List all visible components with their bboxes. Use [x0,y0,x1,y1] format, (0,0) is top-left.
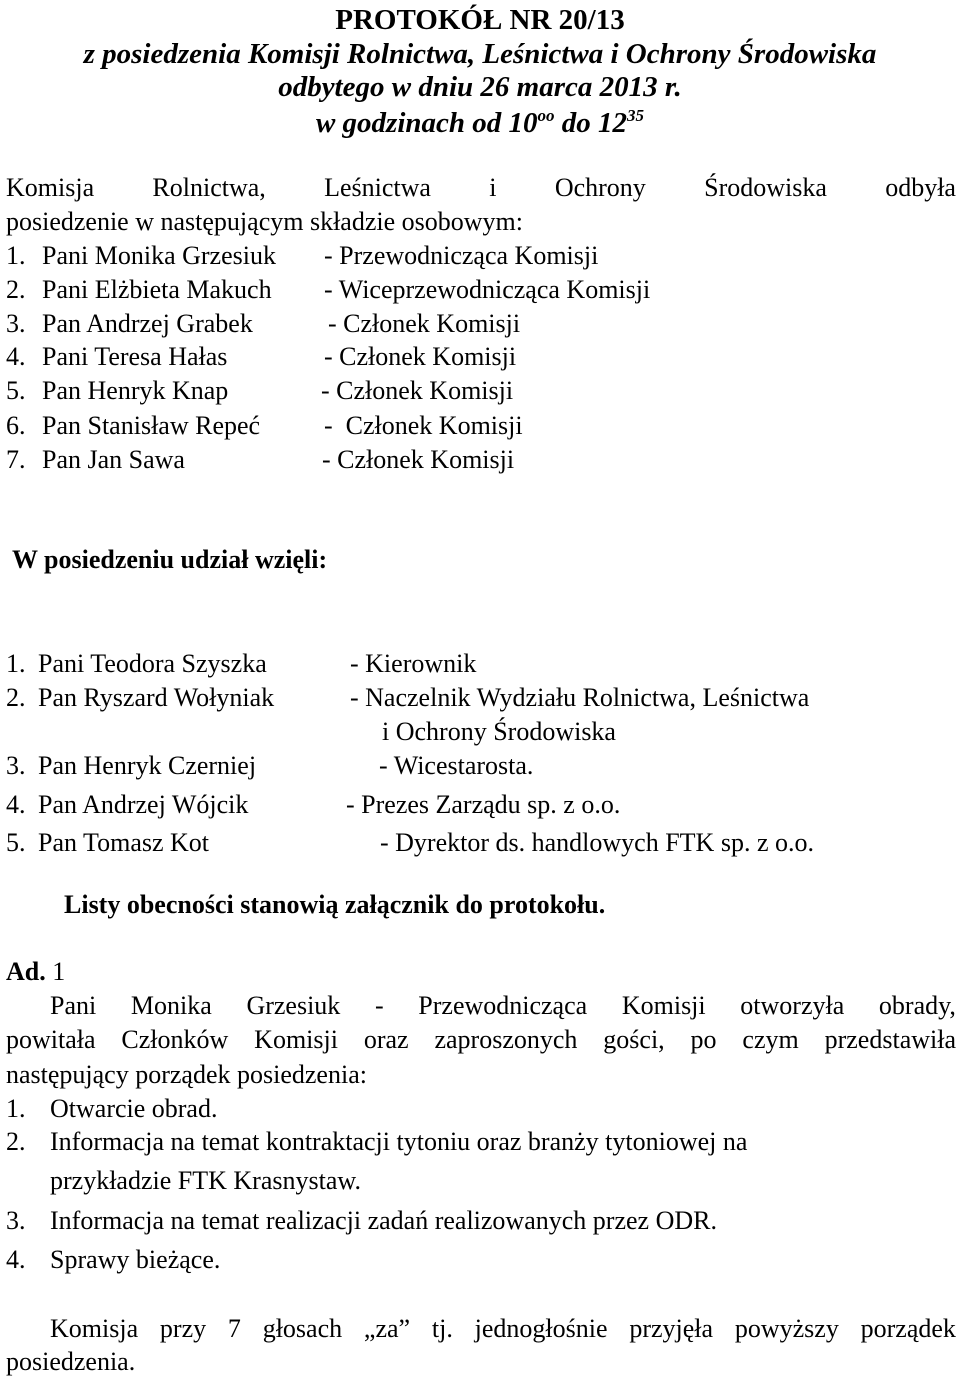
participant-num: 1. [6,649,26,678]
agenda-num: 3. [6,1206,26,1235]
agenda-item: Informacja na temat realizacji zadań realizowanych przez ODR. [50,1206,717,1235]
member-role: - Członek Komisji [321,376,514,405]
vote-line1: Komisja przy 7 głosach „za” tj. jednogłośnie przyjęła powyższy porządek [50,1314,956,1343]
meeting-hours: w godzinach od $10^{oo}$ do $12^{35}$ [315,106,645,139]
attendance-note: Listy obecności stanowią załącznik do protokołu. [64,890,606,919]
member-name: Pan Jan Sawa [42,445,185,474]
participant-num: 3. [6,751,26,780]
member-row: 2. [6,275,26,304]
document-title: PROTOKÓŁ NR 20/13 [335,4,625,36]
ad1-label: Ad. 1 [6,957,66,986]
participant-role: - Naczelnik Wydziału Rolnictwa, Leśnictwa [350,683,810,712]
participant-name: Pan Andrzej Wójcik [38,790,249,819]
agenda-item: Otwarcie obrad. [50,1094,218,1123]
member-role: - Członek Komisji [328,309,521,338]
intro-word: Leśnictwa [324,173,431,202]
participant-role: - Prezes Zarządu sp. z o.o. [346,790,621,819]
member-name: Pani Elżbieta Makuch [42,275,272,304]
agenda-item: Sprawy bieżące. [50,1245,221,1274]
member-name: Pani Monika Grzesiuk [42,241,276,270]
intro-word: Środowiska [704,173,827,202]
intro-word: i [489,173,497,202]
member-name: Pan Andrzej Grabek [42,309,253,338]
participant-num: 4. [6,790,26,819]
participant-role: - Dyrektor ds. handlowych FTK sp. z o.o. [380,828,814,857]
participant-name: Pani Teodora Szyszka [38,649,267,678]
participants-heading: W posiedzeniu udział wzięli: [12,545,328,574]
participant-name: Pan Tomasz Kot [38,828,210,857]
member-name: Pan Stanisław Repeć [42,411,261,440]
member-name: Pan Henryk Knap [42,376,229,405]
agenda-item-continued: przykładzie FTK Krasnystaw. [50,1166,361,1195]
participant-name: Pan Henryk Czerniej [38,751,257,780]
document-subtitle: z posiedzenia Komisji Rolnictwa, Leśnictwa i Ochrony Środowiska [83,38,877,70]
member-row: 5. [6,376,26,405]
ad1-paragraph-line1: Pani Monika Grzesiuk - Przewodnicząca Komisji otworzyła obrady, [50,991,956,1020]
participant-name: Pan Ryszard Wołyniak [38,683,275,712]
agenda-item: Informacja na temat kontraktacji tytoniu oraz branży tytoniowej na [50,1127,748,1156]
intro-word: Rolnictwa, [152,173,266,202]
agenda-num: 2. [6,1127,26,1156]
member-row: 1. [6,241,26,270]
member-role: - Wiceprzewodnicząca Komisji [324,275,651,304]
composition-intro-line2: posiedzenie w następującym składzie osobowym: [6,207,523,236]
agenda-num: 1. [6,1094,26,1123]
member-role: - Członek Komisji [324,411,523,440]
meeting-date: odbytego w dniu 26 marca 2013 r. [278,71,682,103]
member-name: Pani Teresa Hałas [42,342,228,371]
participant-num: 5. [6,828,26,857]
intro-word: Komisja [6,173,95,202]
composition-intro-line1 [6,175,956,201]
member-row: 4. [6,342,26,371]
member-row: 3. [6,309,26,338]
participant-role: - Kierownik [350,649,477,678]
participant-role-continued: i Ochrony Środowiska [382,717,616,746]
ad1-paragraph-line2: powitała Członków Komisji oraz zaproszonych gości, po czym przedstawiła [6,1025,956,1054]
member-role: - Członek Komisji [324,342,517,371]
intro-word: odbyła [885,173,956,202]
participant-role: - Wicestarosta. [379,751,534,780]
member-row: 7. [6,445,26,474]
intro-word: Ochrony [554,173,646,202]
member-row: 6. [6,411,26,440]
participant-num: 2. [6,683,26,712]
agenda-num: 4. [6,1245,26,1274]
member-role: - Przewodnicząca Komisji [324,241,599,270]
ad1-paragraph-line3: następujący porządek posiedzenia: [6,1060,367,1089]
member-role: - Członek Komisji [322,445,515,474]
vote-line2: posiedzenia. [6,1347,136,1376]
